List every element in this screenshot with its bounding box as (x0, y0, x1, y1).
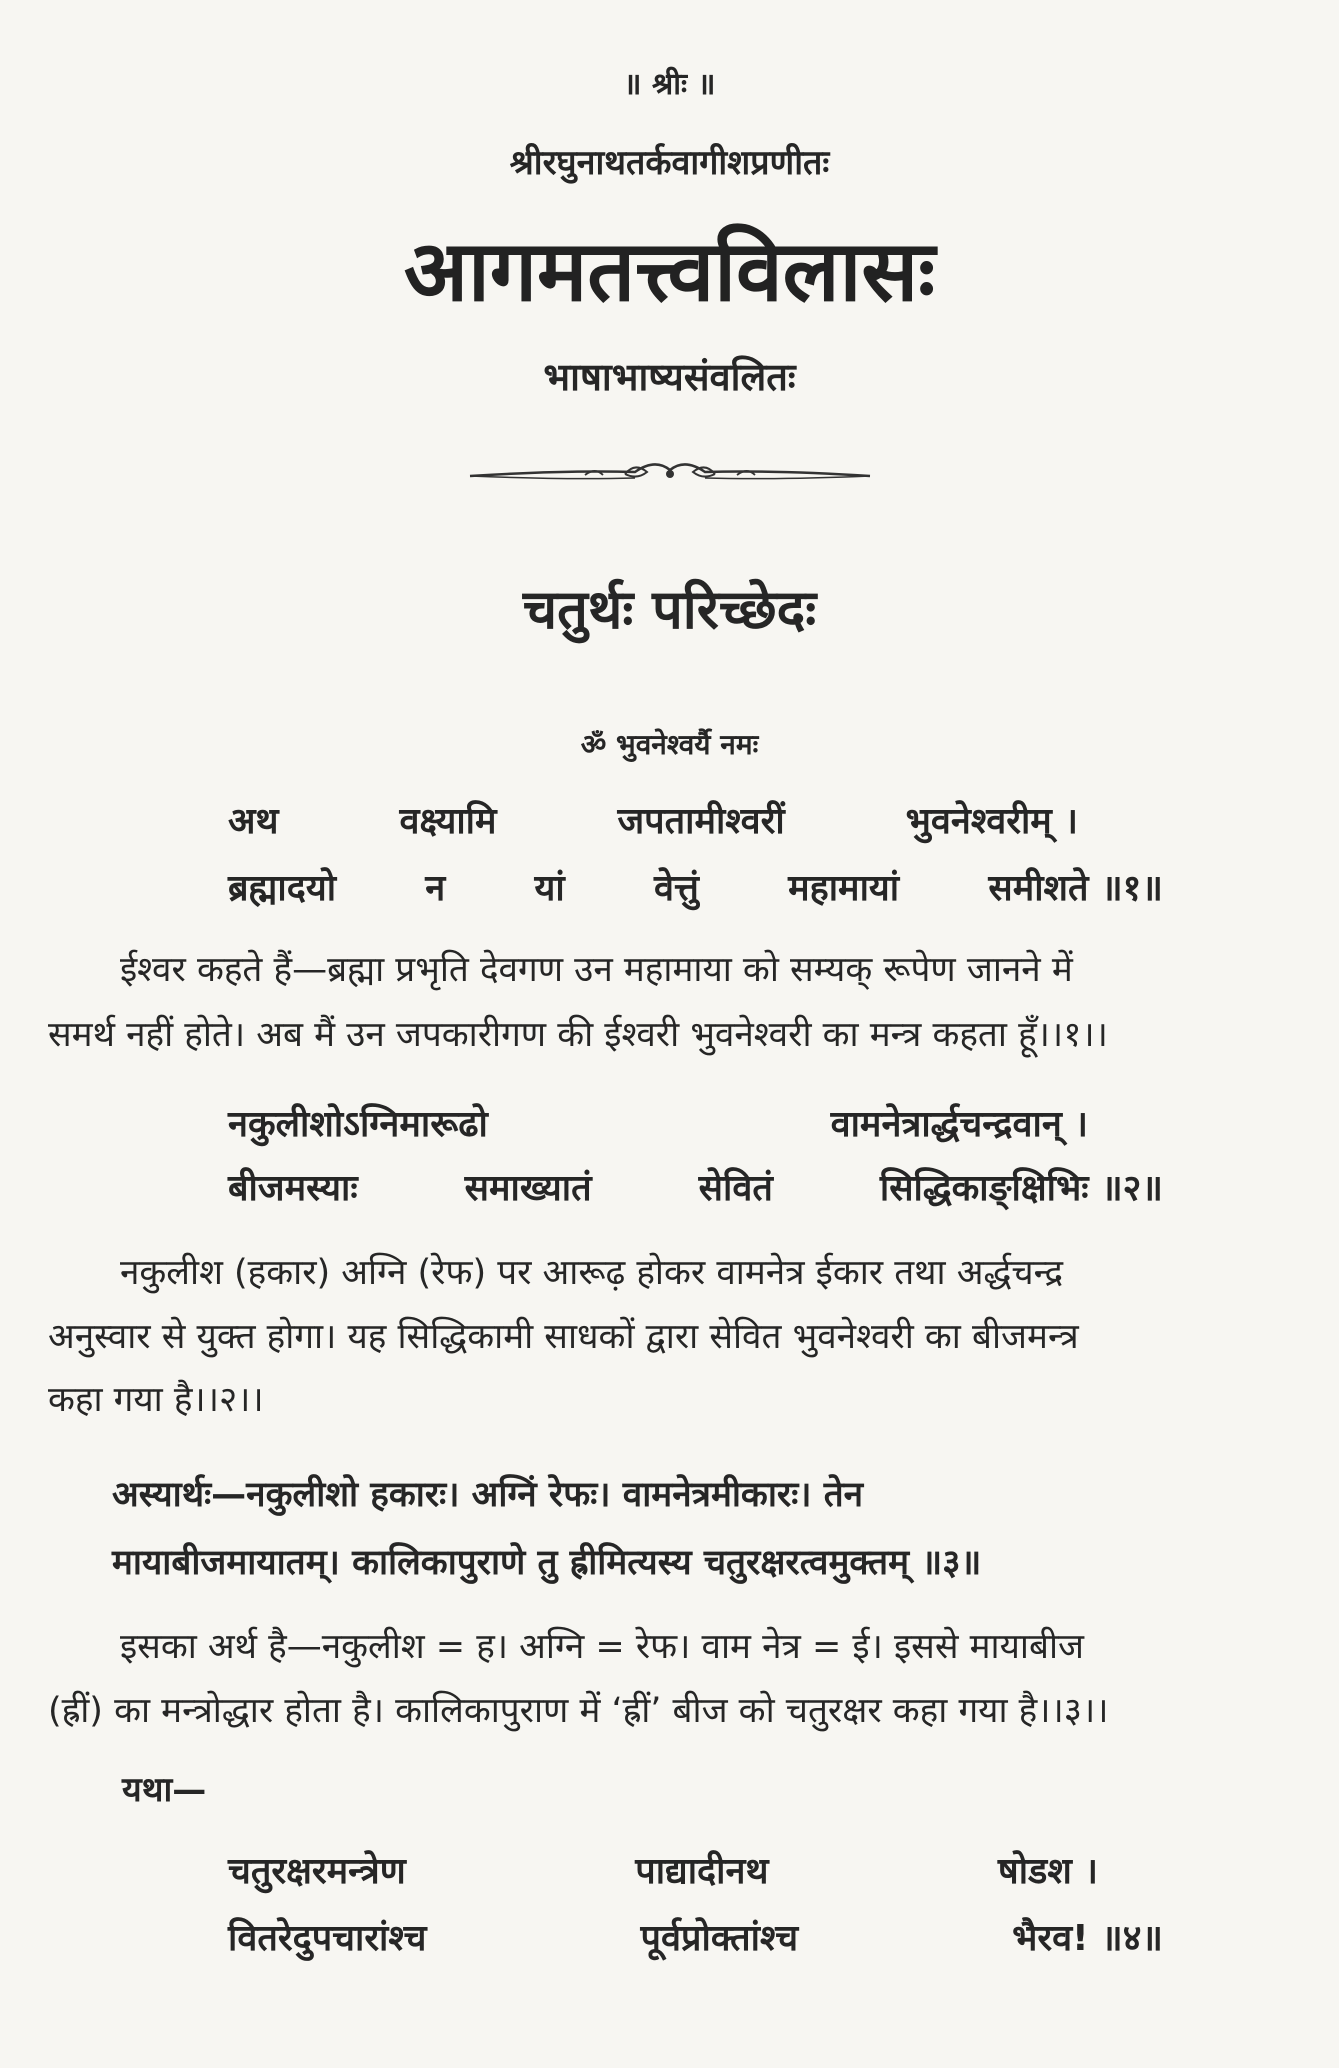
verse-word: वक्ष्यामि (399, 801, 497, 842)
verse-1-line-1 (228, 795, 1078, 844)
verse-word: नकुलीशोऽग्निमारूढो (228, 1104, 488, 1145)
verse-4-line-1 (228, 1845, 1098, 1894)
verse-word: पाद्यादीनथ (635, 1851, 769, 1892)
author-line: श्रीरघुनाथतर्कवागीशप्रणीतः (509, 143, 830, 183)
book-title: आगमतत्त्वविलासः (403, 222, 936, 320)
prose-1-line-1: ईश्वर कहते हैं—ब्रह्मा प्रभृति देवगण उन महामाया को सम्यक् रूपेण जानने में (120, 950, 1073, 990)
sri-invocation: ॥ श्रीः ॥ (623, 67, 716, 102)
ornamental-divider-icon (465, 448, 875, 498)
verse-2-line-2 (228, 1162, 1163, 1211)
verse-word: जपतामीश्वरीं (617, 801, 785, 842)
verse-word: सेवितं (698, 1168, 773, 1209)
verse-4-line-2 (228, 1912, 1163, 1961)
verse-word: यां (534, 868, 565, 909)
verse-3-line-1: अस्यार्थः—नकुलीशो हकारः। अग्निं रेफः। वामनेत्रमीकारः। तेन (112, 1475, 864, 1515)
chapter-invocation: ॐ भुवनेश्वर्यै नमः (580, 728, 759, 761)
verse-word: षोडश । (997, 1851, 1098, 1892)
prose-3-line-1: इसका अर्थ है—नकुलीश = ह। अग्नि = रेफ। वाम नेत्र = ई। इससे मायाबीज (120, 1627, 1085, 1667)
verse-word: न (425, 868, 446, 909)
book-subtitle: भाषाभाष्यसंवलितः (543, 355, 796, 399)
verse-word: भैरव! ॥४॥ (1012, 1918, 1163, 1959)
verse-word: महामायां (788, 868, 900, 909)
verse-word: सिद्धिकाङ्क्षिभिः ॥२॥ (879, 1168, 1163, 1209)
prose-2-line-2: अनुस्वार से युक्त होगा। यह सिद्धिकामी साधकों द्वारा सेवित भुवनेश्वरी का बीजमन्त्र (48, 1317, 1079, 1357)
verse-word: समाख्यातं (464, 1168, 592, 1209)
verse-word: अथ (228, 801, 279, 842)
prose-2-line-3: कहा गया है।।२।। (48, 1380, 264, 1420)
verse-1-line-2 (228, 862, 1163, 911)
verse-word: पूर्वप्रोक्तांश्च (640, 1918, 799, 1959)
verse-word: समीशते ॥१॥ (988, 868, 1163, 909)
verse-3-line-2: मायाबीजमायातम्। कालिकापुराणे तु ह्रीमित्यस्य चतुरक्षरत्वमुक्तम् ॥३॥ (112, 1543, 982, 1583)
prose-3-line-2: (ह्रीं) का मन्त्रोद्धार होता है। कालिकापुराण में ‘ह्रीं’ बीज को चतुरक्षर कहा गया है।।३।। (48, 1691, 1109, 1731)
chapter-heading: चतुर्थः परिच्छेदः (522, 578, 817, 641)
verse-word: चतुरक्षरमन्त्रेण (228, 1851, 406, 1892)
verse-word: वेत्तुं (653, 868, 699, 909)
verse-2-line-1 (228, 1098, 1088, 1147)
verse-word: ब्रह्मादयो (228, 868, 337, 909)
prose-1-line-2: समर्थ नहीं होते। अब मैं उन जपकारीगण की ईश्वरी भुवनेश्वरी का मन्त्र कहता हूँ।।१।। (48, 1015, 1108, 1055)
verse-word: बीजमस्याः (228, 1168, 358, 1209)
verse-word: वामनेत्रार्द्धचन्द्रवान् । (830, 1104, 1088, 1145)
prose-2-line-1: नकुलीश (हकार) अग्नि (रेफ) पर आरूढ़ होकर वामनेत्र ईकार तथा अर्द्धचन्द्र (120, 1253, 1064, 1293)
verse-word: भुवनेश्वरीम् । (905, 801, 1078, 842)
verse-word: वितरेदुपचारांश्च (228, 1918, 427, 1959)
yatha-label: यथा— (122, 1770, 207, 1810)
